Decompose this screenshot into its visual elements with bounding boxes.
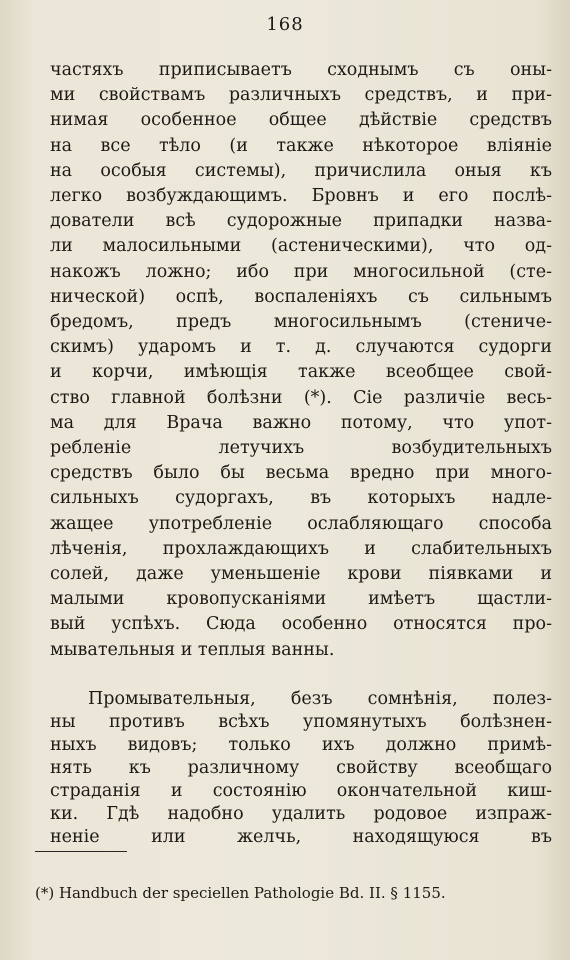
text-line: ми свойствамъ различныхъ средствъ, и при-: [50, 85, 552, 106]
text-line: легко возбуждающимъ. Бровнъ и его послѣ-: [50, 186, 552, 206]
text-line: и корчи, имѣющія также всеобщее свой-: [50, 362, 552, 383]
text-line: дователи всѣ судорожные припадки назва-: [50, 211, 552, 232]
text-line: ство главной болѣзни (*). Сіе различіе весь-: [50, 387, 552, 408]
text-line: частяхъ приписываетъ сходнымъ съ оны-: [50, 60, 552, 80]
text-line: ли малосильными (астеническими), что од-: [50, 236, 552, 257]
text-line: нимая особенное общее дѣйствіе средствъ: [50, 110, 552, 131]
text-line: вый успѣхъ. Сюда особенно относятся про-: [50, 614, 552, 635]
text-line: бредомъ, предъ многосильнымъ (стениче-: [50, 312, 552, 332]
text-line: ребленіе летучихъ возбудительныхъ: [50, 438, 552, 458]
text-line: лѣченія, прохлаждающихъ и слабительныхъ: [50, 538, 552, 559]
text-line: средствъ было бы весьма вредно при много-: [50, 463, 552, 484]
text-line: на особыя системы), причислила оныя къ: [50, 160, 552, 181]
text-line: нять къ различному свойству всеобщаго: [50, 758, 552, 778]
text-line: неніе или желчь, находящуюся въ: [50, 827, 552, 847]
text-line: мывательныя и теплыя ванны.: [50, 639, 335, 660]
text-line: Промывательныя, безъ сомнѣнія, полез-: [88, 689, 552, 709]
text-line: накожъ ложно; ибо при многосильной (сте-: [50, 261, 552, 282]
text-line: малыми кровопусканіями имѣетъ щастли-: [50, 589, 552, 610]
text-line: ма для Врача важно потому, что упот-: [50, 412, 552, 433]
page-number: 168: [266, 14, 304, 35]
text-line: ны противъ всѣхъ упомянутыхъ болѣзнен-: [50, 712, 552, 732]
text-line: солей, даже уменьшеніе крови піявками и: [50, 564, 552, 584]
text-line: на все тѣло (и также нѣкоторое вліяніе: [50, 135, 552, 156]
text-line: скимъ) ударомъ и т. д. случаются судорги: [50, 337, 552, 358]
text-line: ки. Гдѣ надобно удалить родовое изпраж-: [50, 804, 552, 824]
footnote: (*) Handbuch der speciellen Pathologie Bd. II. § 1155.: [35, 884, 446, 902]
footnote-rule: [35, 851, 127, 852]
text-line: ныхъ видовъ; только ихъ должно примѣ-: [50, 735, 552, 755]
text-line: нической) оспѣ, воспаленіяхъ съ сильнымъ: [50, 286, 552, 307]
text-line: сильныхъ судоргахъ, въ которыхъ надле-: [50, 488, 552, 509]
text-line: жащее употребленіе ослабляющаго способа: [50, 513, 552, 534]
text-line: страданія и состоянію окончательной киш-: [50, 781, 552, 801]
